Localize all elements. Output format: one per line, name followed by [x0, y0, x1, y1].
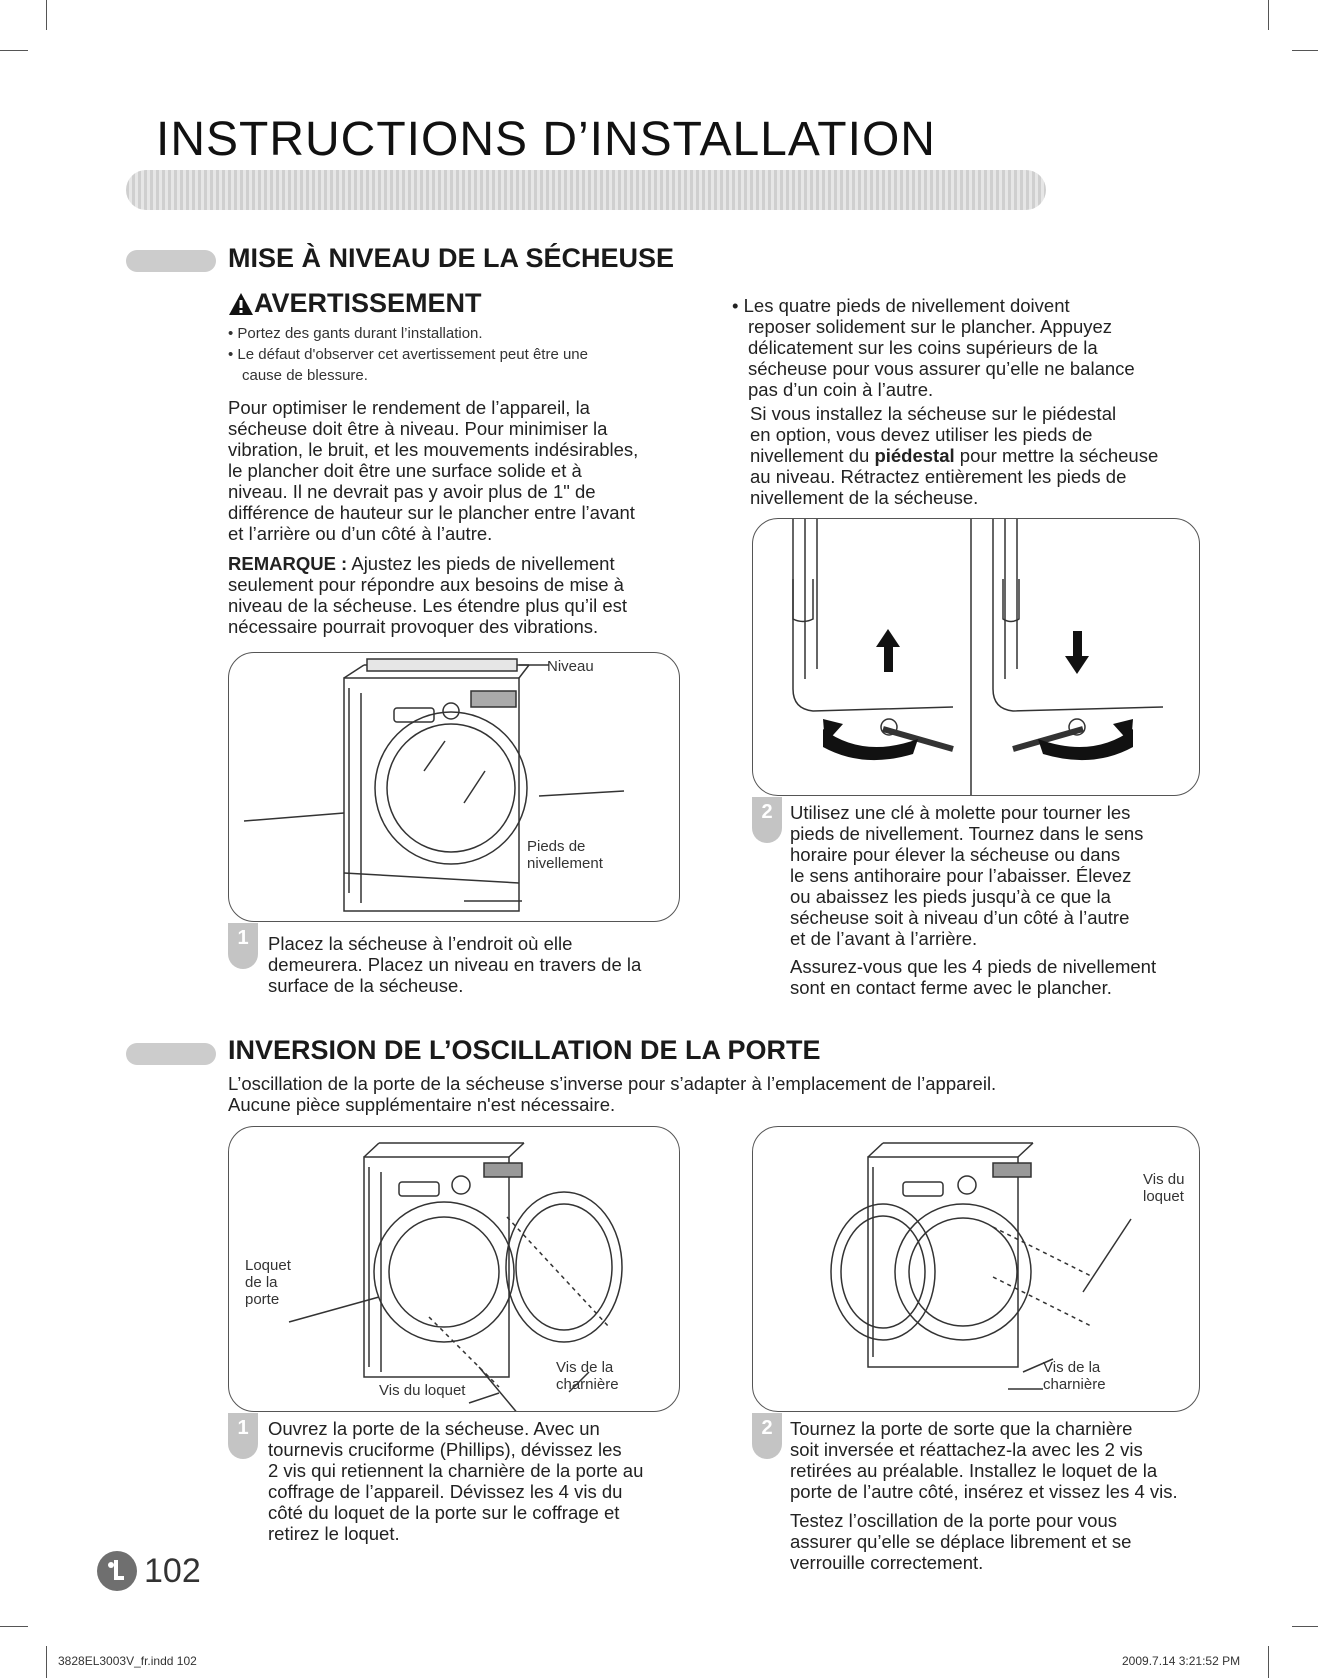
- warning-bullet: • Portez des gants durant l’installation.: [228, 325, 483, 342]
- title-band: [126, 170, 1046, 210]
- crop-mark: [46, 0, 47, 30]
- figure-door-remove: [228, 1126, 680, 1412]
- step1-text: Placez la sécheuse à l’endroit où elle demeurera. Placez un niveau en travers de la surface de la sécheuse.: [268, 933, 642, 996]
- page-number-block: [96, 1550, 201, 1592]
- feet-bullet: • Les quatre pieds de nivellement doivent reposer solidement sur le plancher. Appuyez délicatement sur les coins supérieurs de la sécheuse pour vous assurer qu’elle ne balance pas d’un coin à l’autre.: [732, 295, 1135, 400]
- remark: REMARQUE : Ajustez les pieds de nivellement seulement pour répondre aux besoins de mise à niveau de la sécheuse. Les étendre plus qu’il est nécessaire pourrait provoquer des vibrations.: [228, 553, 628, 637]
- step-number: 2: [752, 1413, 782, 1459]
- label-hinge-screws: Vis de la charnière: [556, 1359, 619, 1393]
- step2-note: Assurez-vous que les 4 pieds de nivellement sont en contact ferme avec le plancher.: [790, 956, 1157, 998]
- crop-mark: [1268, 0, 1269, 30]
- label-feet: Pieds de nivellement: [527, 838, 603, 872]
- warning-bullet: • Le défaut d'observer cet avertissement peut être une: [228, 346, 588, 363]
- leveling-feet-illustration: [753, 519, 1199, 795]
- door-reinstall-illustration: [753, 1127, 1199, 1411]
- section-pill: [126, 1043, 216, 1065]
- page-number: 102: [144, 1551, 201, 1590]
- step2-text: Utilisez une clé à molette pour tourner les pieds de nivellement. Tournez dans le sens horaire pour élever la sécheuse ou dans le sens antihoraire pour l’abaisser. Élevez ou abaissez les pieds jusqu’à ce que la sécheuse soit à niveau d’un côté à l’autre et de l’avant à l’arrière.: [790, 802, 1144, 949]
- step-number: 1: [228, 1413, 258, 1459]
- crop-mark: [1268, 1646, 1269, 1678]
- section-title-door: INVERSION DE L’OSCILLATION DE LA PORTE: [228, 1035, 821, 1065]
- warning-heading: [228, 288, 482, 319]
- door-intro: L’oscillation de la porte de la sécheuse s’inverse pour s’adapter à l’emplacement de l’appareil. Aucune pièce supplémentaire n'est nécessaire.: [228, 1073, 997, 1115]
- footer-timestamp: 2009.7.14 3:21:52 PM: [1122, 1654, 1241, 1668]
- door-step2-text: Tournez la porte de sorte que la charnière soit inversée et réattachez-la avec les 2 vis retirées au préalable. Installez le loquet de la porte de l’autre côté, insérez et vissez les 4 vis.: [790, 1418, 1178, 1502]
- crop-mark: [0, 50, 28, 51]
- step-number: 1: [228, 923, 258, 969]
- label-level: Niveau: [547, 658, 594, 675]
- warning-bullet: cause de blessure.: [242, 367, 368, 384]
- step-number: 2: [752, 797, 782, 843]
- warning-icon: [228, 292, 254, 316]
- section-pill: [126, 250, 216, 272]
- footer-file: 3828EL3003V_fr.indd 102: [58, 1654, 197, 1668]
- crop-mark: [1292, 50, 1318, 51]
- page-title: INSTRUCTIONS D’INSTALLATION: [156, 113, 936, 166]
- figure-dryer-level: [228, 652, 680, 922]
- section-title-leveling: MISE À NIVEAU DE LA SÉCHEUSE: [228, 243, 675, 273]
- crop-mark: [46, 1646, 47, 1678]
- crop-mark: [0, 1626, 28, 1627]
- crop-mark: [1292, 1626, 1318, 1627]
- dryer-level-illustration: [229, 653, 679, 921]
- remark-label: REMARQUE :: [228, 553, 348, 574]
- label-hinge-screws: Vis de la charnière: [1043, 1359, 1106, 1393]
- leveling-intro: Pour optimiser le rendement de l’appareil, la sécheuse doit être à niveau. Pour minimiser la vibration, le bruit, et les mouvements indésirables, le plancher doit être une surface solide et à niveau. Il ne devrait pas y avoir plus de 1" de différence de hauteur sur le plancher entre l’avant et l’arrière ou d’un côté à l’autre.: [228, 397, 639, 544]
- figure-leveling-feet: [752, 518, 1200, 796]
- door-step1-text: Ouvrez la porte de la sécheuse. Avec un tournevis cruciforme (Phillips), dévissez les 2 vis qui retiennent la charnière de la porte au coffrage de l’appareil. Dévissez les 4 vis du côté du loquet de la porte sur le coffrage et retirez le loquet.: [268, 1418, 644, 1544]
- pedestal-text: Si vous installez la sécheuse sur le piédestal en option, vous devez utiliser les pieds de nivellement du piédestal pour mettre la sécheuse au niveau. Rétractez entièrement les pieds de nivellement de la sécheuse.: [750, 403, 1159, 508]
- label-door-latch: Loquet de la porte: [245, 1257, 291, 1308]
- warning-title: AVERTISSEMENT: [254, 288, 482, 318]
- lg-logo-icon: [96, 1550, 138, 1592]
- door-step2-note: Testez l’oscillation de la porte pour vous assurer qu’elle se déplace librement et se verrouille correctement.: [790, 1510, 1132, 1573]
- figure-door-reinstall: [752, 1126, 1200, 1412]
- label-latch-screws: Vis du loquet: [379, 1382, 466, 1399]
- label-latch-screws: Vis du loquet: [1143, 1171, 1185, 1205]
